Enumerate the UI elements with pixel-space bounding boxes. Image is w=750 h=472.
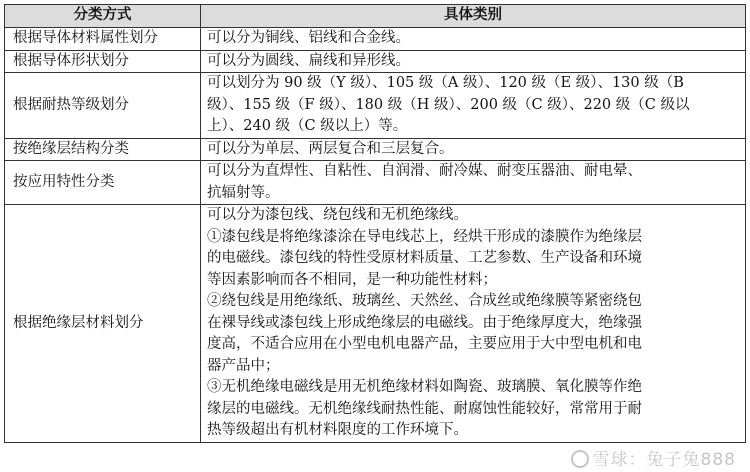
- category-text-line: 等因素影响而各不相同，是一种功能性材料；: [207, 271, 497, 288]
- classification-method-cell: 根据导体材料属性划分: [5, 28, 201, 51]
- specific-category-cell: [201, 138, 746, 161]
- category-text-line: 抗辐射等。: [207, 184, 280, 201]
- classification-method-cell: 根据耐热等级划分: [5, 73, 201, 139]
- category-text-line: 级）、155 级（F 级）、180 级（H 级）、200 级（C 级）、220 级（C 级以: [207, 96, 690, 113]
- snowball-logo-icon: [571, 450, 589, 468]
- category-text-line: 上）、240 级（C 级以上）等。: [207, 118, 408, 134]
- category-text-line: 可以分为漆包线、绕包线和无机绝缘线。: [207, 207, 468, 223]
- category-text-line: 可以分为铜线、铝线和合金线。: [207, 30, 410, 46]
- category-text-line: 可以划分为 90 级（Y 级）、105 级（A 级）、120 级（E 级）、130 级（B: [207, 75, 684, 91]
- category-text-line: 的电磁线。漆包线的特性受原材料质量、工艺参数、生产设备和环境: [207, 250, 642, 266]
- category-text-line: 度高，不适合应用在小型电机电器产品，主要应用于大中型电机和电: [207, 336, 642, 352]
- specific-category-cell: [201, 73, 746, 139]
- category-text-line: 在裸导线或漆包线上形成绝缘层的电磁线。由于绝缘厚度大，绝缘强: [207, 314, 642, 331]
- table-row: [5, 161, 746, 205]
- watermark-text: 雪球：兔子兔888: [592, 450, 736, 470]
- table-row: [5, 50, 746, 73]
- category-text-line: 可以分为直焊性、自粘性、自润滑、耐冷媒、耐变压器油、耐电晕、: [207, 163, 642, 179]
- specific-category-cell: [201, 50, 746, 73]
- table-row: [5, 138, 746, 161]
- table-row: [5, 205, 746, 443]
- category-text-line: 可以分为圆线、扁线和异形线。: [207, 52, 410, 69]
- classification-method-cell: 根据导体形状划分: [5, 50, 201, 73]
- category-text-line: ③无机绝缘电磁线是用无机绝缘材料如陶瓷、玻璃膜、氧化膜等作绝: [207, 379, 642, 395]
- category-text-line: ①漆包线是将绝缘漆涂在导电线芯上，经烘干形成的漆膜作为绝缘层: [207, 228, 642, 245]
- category-text-line: 可以分为单层、两层复合和三层复合。: [207, 140, 454, 157]
- header-specific-category: 具体类别: [201, 5, 746, 28]
- xueqiu-watermark: [571, 445, 736, 470]
- classification-method-cell: 根据绝缘层材料划分: [5, 205, 201, 443]
- category-text-line: 热等级超出有机材料限度的工作环境下。: [207, 422, 468, 438]
- category-text-line: ②绕包线是用绝缘纸、玻璃丝、天然丝、合成丝或绝缘膜等紧密绕包: [207, 293, 642, 309]
- classification-method-cell: 按应用特性分类: [5, 161, 201, 205]
- specific-category-cell: [201, 28, 746, 51]
- classification-method-cell: 按绝缘层结构分类: [5, 138, 201, 161]
- classification-table: [4, 4, 746, 443]
- specific-category-cell: [201, 161, 746, 205]
- table-header-row: [5, 5, 746, 28]
- category-text-line: 器产品中；: [207, 357, 280, 374]
- table-row: [5, 73, 746, 139]
- header-classification-method: 分类方式: [5, 5, 201, 28]
- category-text-line: 缘层的电磁线。无机绝缘线耐热性能、耐腐蚀性能较好，常常用于耐: [207, 400, 642, 417]
- specific-category-cell: [201, 205, 746, 443]
- table-row: [5, 28, 746, 51]
